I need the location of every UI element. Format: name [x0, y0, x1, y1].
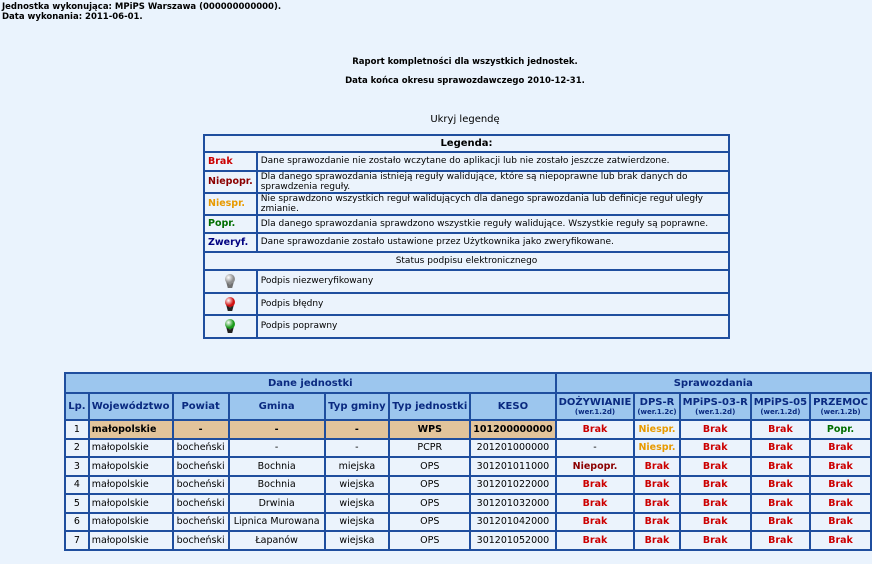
legend-status-description: Dla danego sprawozdania istnieją reguły walidujące, które są niepoprawne lub brak danych do sprawdzenia reguły.: [258, 172, 728, 192]
cell-typ-jednostki: OPS: [390, 477, 469, 494]
report-status-cell[interactable]: Brak: [635, 532, 678, 549]
cell-keso: 301201022000: [471, 477, 554, 494]
legend-signature-row: [205, 271, 728, 292]
legend-status-code: Popr.: [205, 216, 256, 233]
table-row: [66, 477, 870, 494]
signature-icon-cell: [205, 294, 256, 315]
cell-typ-gminy: wiejska: [326, 532, 389, 549]
cell-powiat: bocheński: [174, 458, 228, 475]
cell-wojewodztwo: małopolskie: [90, 458, 172, 475]
legend-row: [205, 194, 728, 214]
col-lp-header[interactable]: Lp.: [66, 394, 88, 419]
cell-powiat: -: [174, 421, 228, 438]
cell-gmina: Bochnia: [230, 458, 324, 475]
report-name: DOŻYWIANIE: [558, 397, 632, 408]
report-status-cell[interactable]: Brak: [557, 421, 634, 438]
report-status-cell[interactable]: Brak: [752, 532, 809, 549]
signature-status-title: Status podpisu elektronicznego: [205, 253, 728, 270]
report-status-cell[interactable]: Brak: [752, 495, 809, 512]
report-status-cell[interactable]: Brak: [752, 440, 809, 457]
legend-row: [205, 172, 728, 192]
report-version: (wer.1.2d): [760, 408, 801, 416]
cell-typ-jednostki: PCPR: [390, 440, 469, 457]
report-version: (wer.1.2d): [695, 408, 736, 416]
legend-signature-row: [205, 316, 728, 337]
report-status-cell[interactable]: Brak: [681, 532, 750, 549]
cell-wojewodztwo: małopolskie: [90, 495, 172, 512]
report-status-cell[interactable]: -: [557, 440, 634, 457]
cell-keso: 301201042000: [471, 514, 554, 531]
cell-typ-gminy: miejska: [326, 458, 389, 475]
execution-date-line: Data wykonania: 2011-06-01.: [2, 12, 143, 22]
cell-typ-gminy: wiejska: [326, 495, 389, 512]
report-status-cell[interactable]: Brak: [557, 477, 634, 494]
cell-powiat: bocheński: [174, 495, 228, 512]
cell-keso: 101200000000: [471, 421, 554, 438]
report-status-cell[interactable]: Popr.: [811, 421, 870, 438]
cell-lp: 6: [66, 514, 88, 531]
report-status-cell[interactable]: Brak: [811, 514, 870, 531]
report-status-cell[interactable]: Brak: [811, 495, 870, 512]
report-status-cell[interactable]: Brak: [752, 458, 809, 475]
table-row: [66, 532, 870, 549]
report-name: MPiPS-05: [753, 397, 808, 408]
report-status-cell[interactable]: Brak: [635, 458, 678, 475]
cell-wojewodztwo: małopolskie: [90, 514, 172, 531]
report-version: (wer.1.2b): [820, 408, 861, 416]
report-column-header[interactable]: [811, 394, 870, 419]
cell-powiat: bocheński: [174, 477, 228, 494]
report-name: PRZEMOC: [813, 397, 868, 408]
report-status-cell[interactable]: Brak: [811, 458, 870, 475]
report-period: Data końca okresu sprawozdawczego 2010-12-31.: [345, 76, 585, 86]
cell-typ-jednostki: OPS: [390, 514, 469, 531]
cell-powiat: bocheński: [174, 514, 228, 531]
report-status-cell[interactable]: Niespr.: [635, 421, 678, 438]
report-status-cell[interactable]: Brak: [681, 477, 750, 494]
cell-gmina: -: [230, 421, 324, 438]
legend-status-code: Zweryf.: [205, 234, 256, 251]
report-version: (wer.1.2c): [637, 408, 677, 416]
cell-typ-jednostki: OPS: [390, 532, 469, 549]
legend-row: [205, 253, 728, 270]
report-status-cell[interactable]: Brak: [557, 532, 634, 549]
cell-keso: 301201052000: [471, 532, 554, 549]
legend-row: [205, 153, 728, 170]
legend-status-code: Niespr.: [205, 194, 256, 214]
cell-gmina: Drwinia: [230, 495, 324, 512]
cell-gmina: Bochnia: [230, 477, 324, 494]
report-status-cell[interactable]: Brak: [811, 477, 870, 494]
report-status-cell[interactable]: Brak: [635, 514, 678, 531]
legend-title: Legenda:: [205, 136, 728, 151]
legend-table: [203, 134, 730, 339]
report-status-cell[interactable]: Brak: [681, 458, 750, 475]
report-status-cell[interactable]: Niespr.: [635, 440, 678, 457]
report-column-header[interactable]: [635, 394, 678, 419]
report-column-header[interactable]: [681, 394, 750, 419]
report-header: [2, 2, 281, 22]
legend-status-description: Dane sprawozdanie nie zostało wczytane do aplikacji lub nie zostało jeszcze zatwierdzone.: [258, 153, 728, 170]
red-medal-icon: [225, 297, 235, 311]
col-typ-gminy-header[interactable]: Typ gminy: [326, 394, 389, 419]
executing-unit-line: Jednostka wykonująca: MPiPS Warszawa (000000000000).: [2, 2, 282, 12]
col-wojewodztwo-header[interactable]: Województwo: [90, 394, 172, 419]
cell-keso: 301201032000: [471, 495, 554, 512]
report-status-cell[interactable]: Brak: [635, 495, 678, 512]
signature-icon-cell: [205, 271, 256, 292]
cell-gmina: Łapanów: [230, 532, 324, 549]
unit-data-group-header: Dane jednostki: [66, 374, 555, 392]
table-row: [66, 514, 870, 531]
signature-icon-cell: [205, 316, 256, 337]
cell-lp: 2: [66, 440, 88, 457]
cell-typ-jednostki: OPS: [390, 458, 469, 475]
report-status-cell[interactable]: Brak: [752, 514, 809, 531]
table-row: [66, 440, 870, 457]
cell-typ-gminy: wiejska: [326, 477, 389, 494]
cell-lp: 3: [66, 458, 88, 475]
legend-signature-row: [205, 294, 728, 315]
hide-legend-link[interactable]: Ukryj legendę: [430, 114, 500, 125]
cell-keso: 301201011000: [471, 458, 554, 475]
table-row: [66, 421, 870, 438]
cell-wojewodztwo: małopolskie: [90, 421, 172, 438]
report-status-cell[interactable]: Brak: [811, 532, 870, 549]
cell-wojewodztwo: małopolskie: [90, 477, 172, 494]
cell-lp: 1: [66, 421, 88, 438]
cell-keso: 201201000000: [471, 440, 554, 457]
completeness-table: [64, 372, 872, 551]
report-column-header[interactable]: [752, 394, 809, 419]
cell-lp: 5: [66, 495, 88, 512]
col-typ-jednostki-header[interactable]: Typ jednostki: [390, 394, 469, 419]
report-status-cell[interactable]: Brak: [811, 440, 870, 457]
report-status-cell[interactable]: Brak: [681, 495, 750, 512]
signature-description: Podpis błędny: [258, 294, 728, 315]
cell-lp: 7: [66, 532, 88, 549]
report-status-cell[interactable]: Brak: [557, 514, 634, 531]
report-status-cell[interactable]: Brak: [635, 477, 678, 494]
signature-description: Podpis poprawny: [258, 316, 728, 337]
cell-typ-jednostki: WPS: [390, 421, 469, 438]
legend-status-description: Dla danego sprawozdania sprawdzono wszystkie reguły walidujące. Wszystkie reguły są poprawne.: [258, 216, 728, 233]
table-row: [66, 458, 870, 475]
legend-status-code: Brak: [205, 153, 256, 170]
cell-gmina: Lipnica Murowana: [230, 514, 324, 531]
col-keso-header[interactable]: KESO: [471, 394, 554, 419]
cell-typ-gminy: -: [326, 421, 389, 438]
report-name: DPS-R: [639, 397, 675, 408]
green-medal-icon: [225, 319, 235, 333]
legend-status-description: Dane sprawozdanie zostało ustawione przez Użytkownika jako zweryfikowane.: [258, 234, 728, 251]
col-gmina-header[interactable]: Gmina: [230, 394, 324, 419]
cell-wojewodztwo: małopolskie: [90, 440, 172, 457]
report-title: Raport kompletności dla wszystkich jednostek.: [352, 57, 578, 67]
reports-group-header: Sprawozdania: [557, 374, 870, 392]
col-powiat-header[interactable]: Powiat: [174, 394, 228, 419]
legend-row: [205, 234, 728, 251]
cell-typ-gminy: wiejska: [326, 514, 389, 531]
cell-wojewodztwo: małopolskie: [90, 532, 172, 549]
gray-medal-icon: [225, 274, 235, 288]
report-version: (wer.1.2d): [574, 408, 616, 416]
signature-description: Podpis niezweryfikowany: [258, 271, 728, 292]
legend-status-description: Nie sprawdzono wszystkich reguł walidujących dla danego sprawozdania lub definicje reguł uległy zmianie.: [258, 194, 728, 214]
report-status-cell[interactable]: Brak: [681, 514, 750, 531]
report-status-cell[interactable]: Brak: [557, 495, 634, 512]
cell-typ-gminy: -: [326, 440, 389, 457]
report-name: MPiPS-03-R: [682, 397, 748, 408]
cell-powiat: bocheński: [174, 440, 228, 457]
report-status-cell[interactable]: Brak: [752, 477, 809, 494]
cell-gmina: -: [230, 440, 324, 457]
legend-status-code: Niepopr.: [205, 172, 256, 192]
table-row: [66, 495, 870, 512]
legend-row: [205, 216, 728, 233]
report-status-cell[interactable]: Niepopr.: [557, 458, 634, 475]
report-status-cell[interactable]: Brak: [681, 421, 750, 438]
report-status-cell[interactable]: Brak: [752, 421, 809, 438]
report-column-header[interactable]: [557, 394, 634, 419]
cell-lp: 4: [66, 477, 88, 494]
report-status-cell[interactable]: Brak: [681, 440, 750, 457]
cell-powiat: bocheński: [174, 532, 228, 549]
cell-typ-jednostki: OPS: [390, 495, 469, 512]
